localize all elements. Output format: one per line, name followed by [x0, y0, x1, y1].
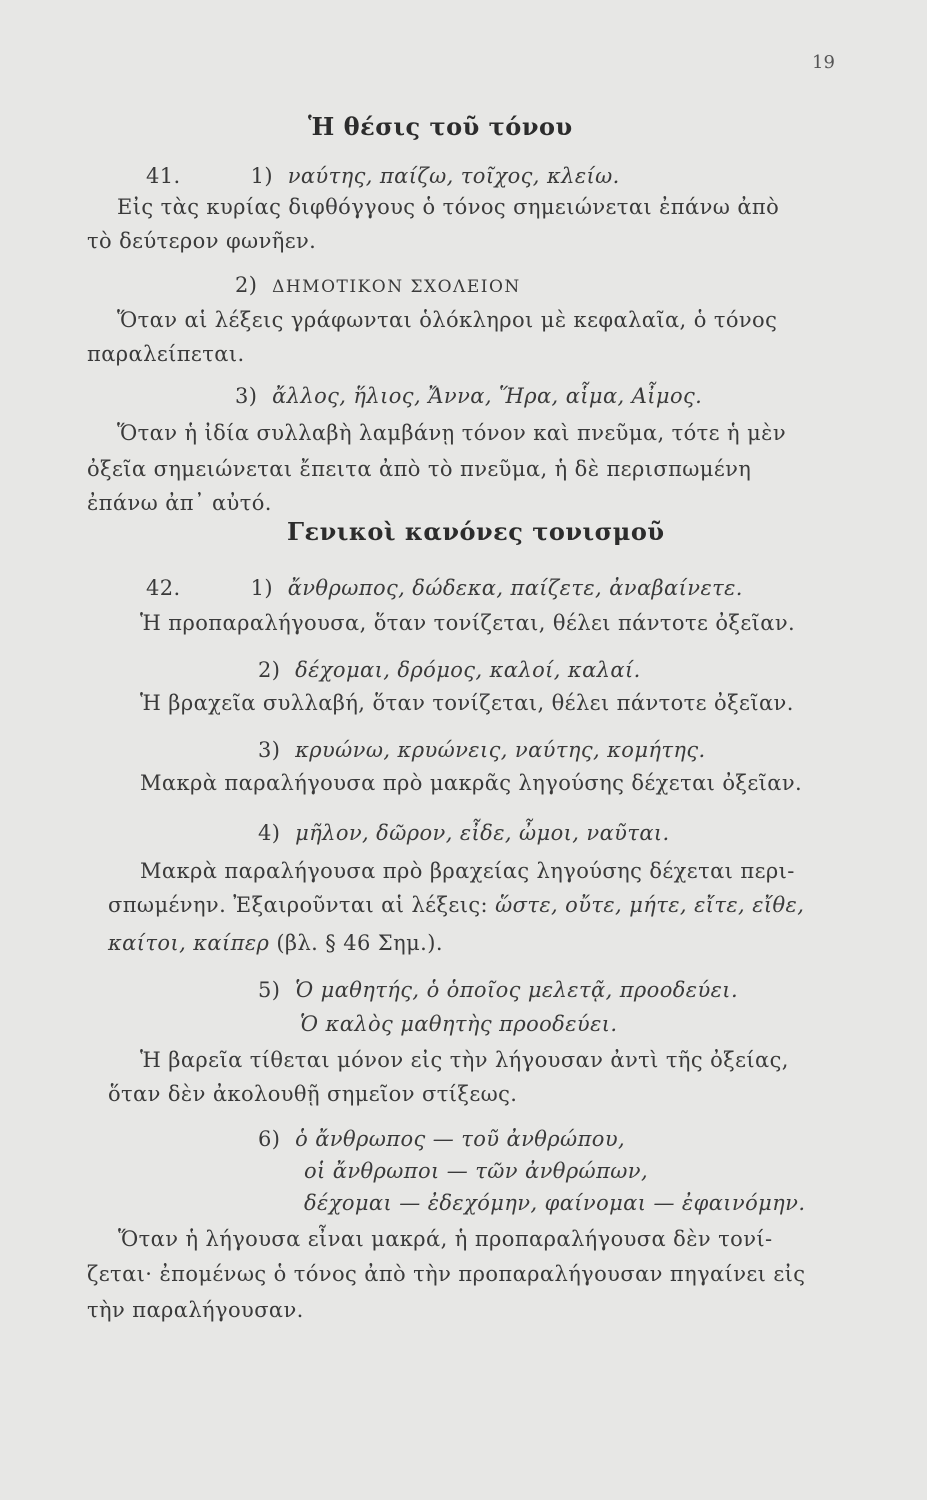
rule-text-line: [108, 930, 443, 956]
example-words: δέχομαι, δρόμος, καλοί, καλαί.: [295, 658, 641, 682]
example-caps: ΔΗΜΟΤΙΚΟΝ ΣΧΟΛΕΙΟΝ: [272, 277, 521, 297]
item-number: 2): [258, 658, 281, 682]
rule-text-line: Ὅταν ἡ ἰδία συλλαβὴ λαμβάνῃ τόνον καὶ πνεῦμα, τότε ἡ μὲν: [117, 421, 786, 445]
exception-words: καίτοι, καίπερ: [108, 931, 270, 955]
rule-text-line: παραλείπεται.: [87, 342, 245, 366]
example-words: κρυώνω, κρυώνεις, ναύτης, κομήτης.: [295, 738, 706, 762]
rule-text-line: Ἡ βραχεῖα συλλαβή, ὅταν τονίζεται, θέλει πάντοτε ὀξεῖαν.: [140, 691, 794, 715]
rule-42-5-examples: [258, 977, 738, 1003]
rule-41-1-examples: [146, 163, 620, 189]
rule-text-line: τὴν παραλήγουσαν.: [87, 1298, 304, 1322]
item-number: 4): [258, 821, 281, 845]
example-sentence: Ὁ μαθητής, ὁ ὁποῖος μελετᾷ, προοδεύει.: [295, 978, 739, 1002]
example-words: ὁ ἄνθρωπος — τοῦ ἀνθρώπου,: [295, 1127, 626, 1151]
section-number: 42.: [146, 576, 181, 600]
rule-text-line: ἐπάνω ἀπ᾽ αὐτό.: [87, 491, 272, 515]
item-number: 1): [250, 164, 273, 188]
item-number: 2): [235, 273, 258, 297]
item-number: 3): [235, 384, 258, 408]
rule-42-3-examples: [258, 737, 706, 763]
item-number: 6): [258, 1127, 281, 1151]
page-number: 19: [812, 52, 835, 73]
example-sentence: Ὁ καλὸς μαθητὴς προοδεύει.: [300, 1012, 618, 1036]
rule-text-line: ὅταν δὲν ἀκολουθῇ σημεῖον στίξεως.: [108, 1082, 518, 1106]
item-number: 3): [258, 738, 281, 762]
rule-text-line: Μακρὰ παραλήγουσα πρὸ μακρᾶς ληγούσης δέχεται ὀξεῖαν.: [140, 771, 803, 795]
item-number: 5): [258, 978, 281, 1002]
rule-41-3-examples: [235, 383, 702, 409]
rule-text-line: Εἰς τὰς κυρίας διφθόγγους ὁ τόνος σημειώνεται ἐπάνω ἀπὸ: [117, 195, 780, 219]
rule-text-line: Μακρὰ παραλήγουσα πρὸ βραχείας ληγούσης δέχεται περι-: [140, 859, 795, 883]
example-words: οἱ ἄνθρωποι — τῶν ἀνθρώπων,: [304, 1159, 649, 1183]
section-heading-general-rules: Γενικοὶ κανόνες τονισμοῦ: [287, 517, 665, 546]
rule-text-line: τὸ δεύτερον φωνῆεν.: [87, 229, 317, 253]
rule-41-2-examples: [235, 272, 521, 300]
section-heading-accent-position: Ἡ θέσις τοῦ τόνου: [308, 112, 573, 141]
example-words: ἄλλος, ἥλιος, Ἄννα, Ἥρα, αἷμα, Αἶμος.: [272, 384, 703, 408]
rule-text-line: ὀξεῖα σημειώνεται ἔπειτα ἀπὸ τὸ πνεῦμα, ἡ δὲ περισπωμένη: [87, 457, 752, 481]
rule-42-4-examples: [258, 820, 670, 846]
example-words: δέχομαι — ἐδεχόμην, φαίνομαι — ἐφαινόμην.: [304, 1191, 806, 1215]
example-words: μῆλον, δῶρον, εἶδε, ὦμοι, ναῦται.: [295, 821, 670, 845]
example-words: ναύτης, παίζω, τοῖχος, κλείω.: [287, 164, 620, 188]
example-words: ἄνθρωπος, δώδεκα, παίζετε, ἀναβαίνετε.: [287, 576, 743, 600]
section-number: 41.: [146, 164, 181, 188]
item-number: 1): [250, 576, 273, 600]
rule-42-1-examples: [146, 575, 743, 601]
exception-words: ὥστε, οὔτε, μήτε, εἴτε, εἴθε,: [495, 893, 805, 917]
rule-42-6-examples: [258, 1126, 625, 1152]
rule-text-line: Ὅταν αἱ λέξεις γράφωνται ὁλόκληροι μὲ κεφαλαῖα, ὁ τόνος: [117, 308, 778, 332]
rule-text-line: Ἡ προπαραλήγουσα, ὅταν τονίζεται, θέλει πάντοτε ὀξεῖαν.: [140, 611, 796, 635]
rule-text-part: σπωμένην. Ἐξαιροῦνται αἱ λέξεις:: [108, 893, 488, 917]
rule-text-line: ζεται· ἐπομένως ὁ τόνος ἀπὸ τὴν προπαραλήγουσαν πηγαίνει εἰς: [87, 1262, 806, 1286]
cross-reference: (βλ. § 46 Σημ.).: [276, 931, 443, 955]
rule-text-line: Ἡ βαρεῖα τίθεται μόνον εἰς τὴν λήγουσαν ἀντὶ τῆς ὀξείας,: [140, 1048, 789, 1072]
rule-42-2-examples: [258, 657, 641, 683]
rule-text-line: [108, 892, 804, 918]
rule-text-line: Ὅταν ἡ λήγουσα εἶναι μακρά, ἡ προπαραλήγουσα δὲν τονί-: [118, 1227, 773, 1251]
